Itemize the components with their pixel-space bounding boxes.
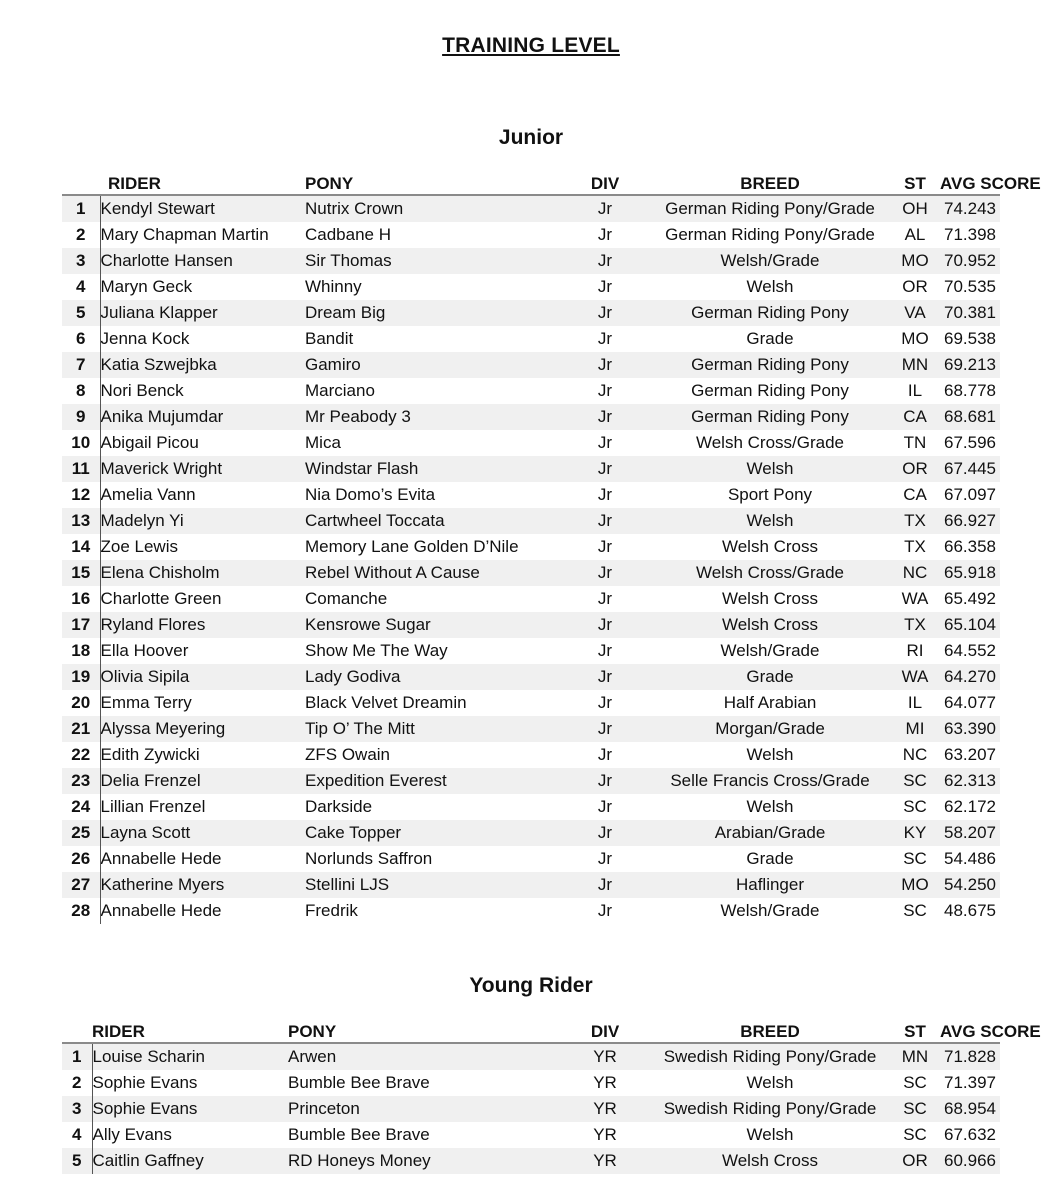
rider-cell: Alyssa Meyering bbox=[100, 716, 305, 742]
pony-cell: Black Velvet Dreamin bbox=[305, 690, 560, 716]
breed-cell: German Riding Pony bbox=[650, 378, 890, 404]
state-cell: SC bbox=[890, 1070, 940, 1096]
div-cell: YR bbox=[560, 1096, 650, 1122]
breed-cell: Welsh bbox=[650, 274, 890, 300]
breed-cell: Half Arabian bbox=[650, 690, 890, 716]
div-cell: Jr bbox=[560, 274, 650, 300]
avg-score-cell: 64.552 bbox=[940, 638, 1000, 664]
avg-score-cell: 71.397 bbox=[940, 1070, 1000, 1096]
div-cell: Jr bbox=[560, 690, 650, 716]
table-row bbox=[62, 664, 1000, 690]
div-cell: Jr bbox=[560, 612, 650, 638]
avg-score-header: AVG SCORE bbox=[940, 168, 1000, 195]
page-title: TRAINING LEVEL bbox=[442, 34, 620, 57]
div-cell: Jr bbox=[560, 378, 650, 404]
state-cell: MI bbox=[890, 716, 940, 742]
pony-cell: Comanche bbox=[305, 586, 560, 612]
table-row bbox=[62, 742, 1000, 768]
rank-cell: 22 bbox=[62, 742, 100, 768]
state-cell: IL bbox=[890, 378, 940, 404]
rider-cell: Annabelle Hede bbox=[100, 846, 305, 872]
rider-cell: Lillian Frenzel bbox=[100, 794, 305, 820]
avg-score-cell: 70.952 bbox=[940, 248, 1000, 274]
rank-cell: 6 bbox=[62, 326, 100, 352]
state-cell: CA bbox=[890, 482, 940, 508]
breed-cell: German Riding Pony bbox=[650, 352, 890, 378]
div-cell: Jr bbox=[560, 664, 650, 690]
rider-cell: Amelia Vann bbox=[100, 482, 305, 508]
rider-cell: Olivia Sipila bbox=[100, 664, 305, 690]
avg-score-cell: 71.398 bbox=[940, 222, 1000, 248]
div-cell: Jr bbox=[560, 456, 650, 482]
rider-cell: Charlotte Green bbox=[100, 586, 305, 612]
avg-score-cell: 58.207 bbox=[940, 820, 1000, 846]
breed-cell: Welsh Cross/Grade bbox=[650, 560, 890, 586]
avg-score-cell: 69.213 bbox=[940, 352, 1000, 378]
breed-cell: Swedish Riding Pony/Grade bbox=[650, 1096, 890, 1122]
rank-header bbox=[62, 168, 100, 195]
rank-cell: 14 bbox=[62, 534, 100, 560]
rank-cell: 12 bbox=[62, 482, 100, 508]
pony-cell: Lady Godiva bbox=[305, 664, 560, 690]
table-row bbox=[62, 352, 1000, 378]
rank-cell: 28 bbox=[62, 898, 100, 924]
state-cell: MO bbox=[890, 326, 940, 352]
rider-cell: Ally Evans bbox=[92, 1122, 288, 1148]
rider-cell: Kendyl Stewart bbox=[100, 195, 305, 222]
pony-cell: Show Me The Way bbox=[305, 638, 560, 664]
avg-score-cell: 67.632 bbox=[940, 1122, 1000, 1148]
breed-cell: Welsh/Grade bbox=[650, 638, 890, 664]
rider-cell: Juliana Klapper bbox=[100, 300, 305, 326]
state-cell: SC bbox=[890, 768, 940, 794]
rank-cell: 21 bbox=[62, 716, 100, 742]
rank-cell: 1 bbox=[62, 195, 100, 222]
breed-cell: Grade bbox=[650, 326, 890, 352]
breed-cell: German Riding Pony/Grade bbox=[650, 222, 890, 248]
breed-cell: Welsh Cross bbox=[650, 534, 890, 560]
rank-cell: 8 bbox=[62, 378, 100, 404]
rider-cell: Delia Frenzel bbox=[100, 768, 305, 794]
avg-score-cell: 66.927 bbox=[940, 508, 1000, 534]
div-cell: Jr bbox=[560, 586, 650, 612]
breed-cell: Welsh Cross bbox=[650, 1148, 890, 1174]
rank-cell: 4 bbox=[62, 1122, 92, 1148]
pony-cell: Marciano bbox=[305, 378, 560, 404]
state-cell: SC bbox=[890, 1096, 940, 1122]
table-row bbox=[62, 404, 1000, 430]
table-row bbox=[62, 898, 1000, 924]
rider-cell: Charlotte Hansen bbox=[100, 248, 305, 274]
rider-cell: Nori Benck bbox=[100, 378, 305, 404]
pony-cell: Nutrix Crown bbox=[305, 195, 560, 222]
avg-score-cell: 70.381 bbox=[940, 300, 1000, 326]
breed-cell: Welsh bbox=[650, 794, 890, 820]
avg-score-cell: 66.358 bbox=[940, 534, 1000, 560]
div-cell: Jr bbox=[560, 222, 650, 248]
rider-cell: Katia Szwejbka bbox=[100, 352, 305, 378]
state-cell: WA bbox=[890, 586, 940, 612]
div-cell: Jr bbox=[560, 195, 650, 222]
rider-cell: Emma Terry bbox=[100, 690, 305, 716]
avg-score-cell: 63.207 bbox=[940, 742, 1000, 768]
breed-header: BREED bbox=[650, 168, 890, 195]
breed-cell: Welsh Cross bbox=[650, 586, 890, 612]
table-row bbox=[62, 248, 1000, 274]
div-cell: Jr bbox=[560, 872, 650, 898]
div-cell: Jr bbox=[560, 898, 650, 924]
rider-cell: Maverick Wright bbox=[100, 456, 305, 482]
state-cell: RI bbox=[890, 638, 940, 664]
avg-score-cell: 63.390 bbox=[940, 716, 1000, 742]
div-cell: Jr bbox=[560, 534, 650, 560]
state-cell: TX bbox=[890, 508, 940, 534]
avg-score-cell: 69.538 bbox=[940, 326, 1000, 352]
avg-score-cell: 65.104 bbox=[940, 612, 1000, 638]
breed-cell: Welsh bbox=[650, 1070, 890, 1096]
rider-cell: Katherine Myers bbox=[100, 872, 305, 898]
avg-score-cell: 67.445 bbox=[940, 456, 1000, 482]
rider-cell: Layna Scott bbox=[100, 820, 305, 846]
junior-standings-table bbox=[62, 168, 1041, 924]
avg-score-cell: 60.966 bbox=[940, 1148, 1000, 1174]
breed-cell: Welsh/Grade bbox=[650, 248, 890, 274]
table-row bbox=[62, 378, 1000, 404]
table-row bbox=[62, 430, 1000, 456]
avg-score-cell: 71.828 bbox=[940, 1043, 1000, 1070]
table-row bbox=[62, 1043, 1000, 1070]
breed-cell: Welsh bbox=[650, 456, 890, 482]
pony-cell: Gamiro bbox=[305, 352, 560, 378]
junior-section-title: Junior bbox=[498, 126, 564, 149]
table-row bbox=[62, 846, 1000, 872]
rank-cell: 10 bbox=[62, 430, 100, 456]
state-cell: MO bbox=[890, 248, 940, 274]
pony-cell: Bumble Bee Brave bbox=[288, 1070, 560, 1096]
avg-score-cell: 68.681 bbox=[940, 404, 1000, 430]
breed-cell: Welsh bbox=[650, 742, 890, 768]
table-row bbox=[62, 1122, 1000, 1148]
state-cell: SC bbox=[890, 846, 940, 872]
rank-cell: 19 bbox=[62, 664, 100, 690]
pony-cell: Mr Peabody 3 bbox=[305, 404, 560, 430]
avg-score-cell: 62.313 bbox=[940, 768, 1000, 794]
div-cell: Jr bbox=[560, 794, 650, 820]
young-rider-standings-table bbox=[62, 1016, 1041, 1174]
rider-cell: Edith Zywicki bbox=[100, 742, 305, 768]
state-cell: OR bbox=[890, 1148, 940, 1174]
pony-cell: Darkside bbox=[305, 794, 560, 820]
pony-cell: Expedition Everest bbox=[305, 768, 560, 794]
pony-cell: Rebel Without A Cause bbox=[305, 560, 560, 586]
div-cell: Jr bbox=[560, 326, 650, 352]
rank-cell: 1 bbox=[62, 1043, 92, 1070]
state-cell: MN bbox=[890, 1043, 940, 1070]
state-cell: WA bbox=[890, 664, 940, 690]
div-cell: Jr bbox=[560, 482, 650, 508]
breed-cell: Welsh Cross/Grade bbox=[650, 430, 890, 456]
pony-cell: Kensrowe Sugar bbox=[305, 612, 560, 638]
rank-cell: 13 bbox=[62, 508, 100, 534]
table-row bbox=[62, 820, 1000, 846]
rank-cell: 7 bbox=[62, 352, 100, 378]
table-row bbox=[62, 716, 1000, 742]
breed-cell: Grade bbox=[650, 664, 890, 690]
st-header: ST bbox=[890, 1016, 940, 1043]
rank-cell: 23 bbox=[62, 768, 100, 794]
table-row bbox=[62, 534, 1000, 560]
pony-cell: Whinny bbox=[305, 274, 560, 300]
young-rider-header-row bbox=[62, 1016, 1000, 1043]
state-cell: OR bbox=[890, 274, 940, 300]
breed-cell: Arabian/Grade bbox=[650, 820, 890, 846]
pony-cell: Arwen bbox=[288, 1043, 560, 1070]
table-row bbox=[62, 638, 1000, 664]
rank-cell: 16 bbox=[62, 586, 100, 612]
pony-cell: Windstar Flash bbox=[305, 456, 560, 482]
table-row bbox=[62, 482, 1000, 508]
young-rider-section-title: Young Rider bbox=[469, 974, 593, 997]
breed-cell: Morgan/Grade bbox=[650, 716, 890, 742]
avg-score-cell: 54.250 bbox=[940, 872, 1000, 898]
rider-cell: Maryn Geck bbox=[100, 274, 305, 300]
rank-cell: 3 bbox=[62, 1096, 92, 1122]
table-row bbox=[62, 612, 1000, 638]
rank-cell: 24 bbox=[62, 794, 100, 820]
rider-cell: Sophie Evans bbox=[92, 1070, 288, 1096]
pony-cell: Fredrik bbox=[305, 898, 560, 924]
div-cell: Jr bbox=[560, 820, 650, 846]
state-cell: IL bbox=[890, 690, 940, 716]
table-row bbox=[62, 586, 1000, 612]
div-cell: Jr bbox=[560, 404, 650, 430]
pony-cell: Cadbane H bbox=[305, 222, 560, 248]
rank-cell: 4 bbox=[62, 274, 100, 300]
rank-cell: 20 bbox=[62, 690, 100, 716]
div-cell: Jr bbox=[560, 846, 650, 872]
state-cell: NC bbox=[890, 742, 940, 768]
state-cell: SC bbox=[890, 1122, 940, 1148]
div-cell: YR bbox=[560, 1043, 650, 1070]
table-row bbox=[62, 768, 1000, 794]
breed-cell: Welsh/Grade bbox=[650, 898, 890, 924]
state-cell: OR bbox=[890, 456, 940, 482]
div-cell: YR bbox=[560, 1122, 650, 1148]
rank-cell: 2 bbox=[62, 1070, 92, 1096]
st-header: ST bbox=[890, 168, 940, 195]
rider-cell: Caitlin Gaffney bbox=[92, 1148, 288, 1174]
state-cell: OH bbox=[890, 195, 940, 222]
avg-score-cell: 68.954 bbox=[940, 1096, 1000, 1122]
pony-cell: Norlunds Saffron bbox=[305, 846, 560, 872]
rider-cell: Ella Hoover bbox=[100, 638, 305, 664]
rank-cell: 3 bbox=[62, 248, 100, 274]
rider-cell: Ryland Flores bbox=[100, 612, 305, 638]
avg-score-cell: 67.097 bbox=[940, 482, 1000, 508]
table-row bbox=[62, 508, 1000, 534]
table-row bbox=[62, 195, 1000, 222]
state-cell: MN bbox=[890, 352, 940, 378]
pony-cell: Memory Lane Golden D’Nile bbox=[305, 534, 560, 560]
breed-cell: German Riding Pony bbox=[650, 404, 890, 430]
div-cell: Jr bbox=[560, 742, 650, 768]
rider-cell: Jenna Kock bbox=[100, 326, 305, 352]
div-cell: Jr bbox=[560, 716, 650, 742]
rider-cell: Elena Chisholm bbox=[100, 560, 305, 586]
div-cell: Jr bbox=[560, 352, 650, 378]
div-cell: Jr bbox=[560, 508, 650, 534]
rank-cell: 25 bbox=[62, 820, 100, 846]
div-header: DIV bbox=[560, 168, 650, 195]
pony-cell: Stellini LJS bbox=[305, 872, 560, 898]
avg-score-cell: 64.077 bbox=[940, 690, 1000, 716]
table-row bbox=[62, 274, 1000, 300]
avg-score-cell: 62.172 bbox=[940, 794, 1000, 820]
rider-cell: Anika Mujumdar bbox=[100, 404, 305, 430]
pony-cell: Bandit bbox=[305, 326, 560, 352]
rank-cell: 2 bbox=[62, 222, 100, 248]
state-cell: TX bbox=[890, 534, 940, 560]
pony-cell: Tip O’ The Mitt bbox=[305, 716, 560, 742]
pony-cell: Princeton bbox=[288, 1096, 560, 1122]
breed-cell: German Riding Pony bbox=[650, 300, 890, 326]
state-cell: SC bbox=[890, 794, 940, 820]
avg-score-cell: 54.486 bbox=[940, 846, 1000, 872]
rider-cell: Louise Scharin bbox=[92, 1043, 288, 1070]
rank-cell: 15 bbox=[62, 560, 100, 586]
state-cell: KY bbox=[890, 820, 940, 846]
rider-cell: Annabelle Hede bbox=[100, 898, 305, 924]
pony-header: PONY bbox=[288, 1016, 560, 1043]
rider-cell: Abigail Picou bbox=[100, 430, 305, 456]
div-cell: Jr bbox=[560, 768, 650, 794]
table-row bbox=[62, 326, 1000, 352]
pony-cell: Nia Domo’s Evita bbox=[305, 482, 560, 508]
state-cell: AL bbox=[890, 222, 940, 248]
div-header: DIV bbox=[560, 1016, 650, 1043]
table-row bbox=[62, 1070, 1000, 1096]
rank-cell: 27 bbox=[62, 872, 100, 898]
table-row bbox=[62, 690, 1000, 716]
table-row bbox=[62, 1148, 1000, 1174]
rank-cell: 5 bbox=[62, 300, 100, 326]
breed-cell: Haflinger bbox=[650, 872, 890, 898]
breed-cell: Grade bbox=[650, 846, 890, 872]
pony-cell: Cartwheel Toccata bbox=[305, 508, 560, 534]
avg-score-cell: 68.778 bbox=[940, 378, 1000, 404]
div-cell: Jr bbox=[560, 638, 650, 664]
div-cell: Jr bbox=[560, 300, 650, 326]
state-cell: VA bbox=[890, 300, 940, 326]
table-row bbox=[62, 300, 1000, 326]
breed-cell: Selle Francis Cross/Grade bbox=[650, 768, 890, 794]
rank-header bbox=[62, 1016, 92, 1043]
table-row bbox=[62, 794, 1000, 820]
breed-cell: Welsh bbox=[650, 508, 890, 534]
table-row bbox=[62, 456, 1000, 482]
state-cell: CA bbox=[890, 404, 940, 430]
avg-score-header: AVG SCORE bbox=[940, 1016, 1000, 1043]
pony-cell: Cake Topper bbox=[305, 820, 560, 846]
rider-cell: Mary Chapman Martin bbox=[100, 222, 305, 248]
table-row bbox=[62, 1096, 1000, 1122]
pony-cell: Mica bbox=[305, 430, 560, 456]
state-cell: NC bbox=[890, 560, 940, 586]
avg-score-cell: 65.918 bbox=[940, 560, 1000, 586]
avg-score-cell: 67.596 bbox=[940, 430, 1000, 456]
rider-header: RIDER bbox=[92, 1016, 288, 1043]
breed-cell: German Riding Pony/Grade bbox=[650, 195, 890, 222]
avg-score-cell: 48.675 bbox=[940, 898, 1000, 924]
pony-cell: RD Honeys Money bbox=[288, 1148, 560, 1174]
table-row bbox=[62, 872, 1000, 898]
rank-cell: 18 bbox=[62, 638, 100, 664]
div-cell: Jr bbox=[560, 430, 650, 456]
rider-header: RIDER bbox=[100, 168, 305, 195]
pony-cell: ZFS Owain bbox=[305, 742, 560, 768]
state-cell: TN bbox=[890, 430, 940, 456]
div-cell: YR bbox=[560, 1148, 650, 1174]
div-cell: Jr bbox=[560, 560, 650, 586]
pony-header: PONY bbox=[305, 168, 560, 195]
pony-cell: Dream Big bbox=[305, 300, 560, 326]
breed-cell: Sport Pony bbox=[650, 482, 890, 508]
div-cell: YR bbox=[560, 1070, 650, 1096]
rider-cell: Sophie Evans bbox=[92, 1096, 288, 1122]
breed-header: BREED bbox=[650, 1016, 890, 1043]
rank-cell: 17 bbox=[62, 612, 100, 638]
div-cell: Jr bbox=[560, 248, 650, 274]
pony-cell: Bumble Bee Brave bbox=[288, 1122, 560, 1148]
rank-cell: 26 bbox=[62, 846, 100, 872]
breed-cell: Welsh Cross bbox=[650, 612, 890, 638]
table-row bbox=[62, 560, 1000, 586]
rank-cell: 11 bbox=[62, 456, 100, 482]
avg-score-cell: 65.492 bbox=[940, 586, 1000, 612]
table-row bbox=[62, 222, 1000, 248]
rank-cell: 5 bbox=[62, 1148, 92, 1174]
avg-score-cell: 74.243 bbox=[940, 195, 1000, 222]
state-cell: MO bbox=[890, 872, 940, 898]
rider-cell: Zoe Lewis bbox=[100, 534, 305, 560]
state-cell: TX bbox=[890, 612, 940, 638]
rank-cell: 9 bbox=[62, 404, 100, 430]
avg-score-cell: 70.535 bbox=[940, 274, 1000, 300]
breed-cell: Welsh bbox=[650, 1122, 890, 1148]
avg-score-cell: 64.270 bbox=[940, 664, 1000, 690]
state-cell: SC bbox=[890, 898, 940, 924]
junior-header-row bbox=[62, 168, 1000, 195]
breed-cell: Swedish Riding Pony/Grade bbox=[650, 1043, 890, 1070]
rider-cell: Madelyn Yi bbox=[100, 508, 305, 534]
pony-cell: Sir Thomas bbox=[305, 248, 560, 274]
